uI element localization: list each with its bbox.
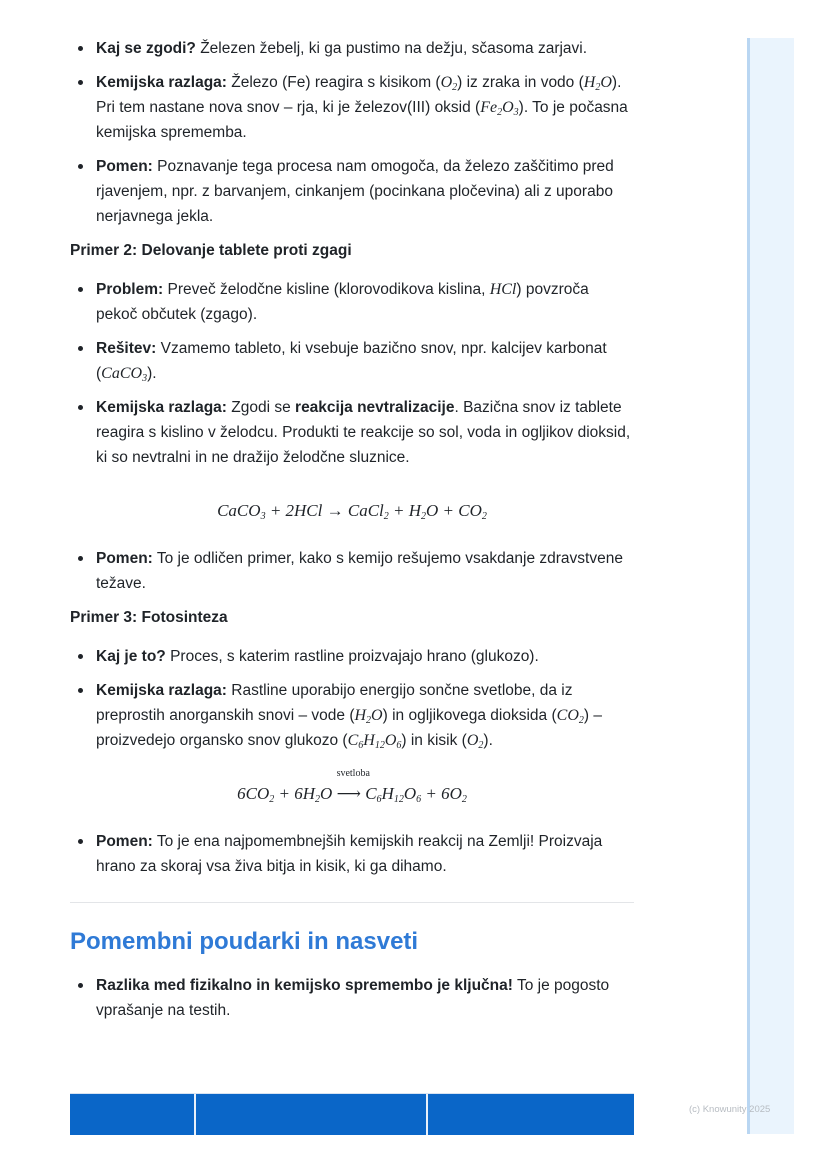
table-header-row xyxy=(70,1093,634,1135)
list-item: Kaj se zgodi? Železen žebelj, ki ga pustimo na dežju, sčasoma zarjavi. xyxy=(70,36,634,61)
formula-hcl: HCl xyxy=(489,281,517,298)
list-item: Pomen: To je ena najpomembnejših kemijskih reakcij na Zemlji! Proizvaja hrano za skoraj vsa živa bitja in kisik, ki ga dihamo. xyxy=(70,829,634,879)
list-item: Rešitev: Vzamemo tableto, ki vsebuje bazično snov, npr. kalcijev karbonat (CaCO$_3$). xyxy=(70,336,634,386)
neutralization-equation: CaCO$_3$ + 2HCl → CaCl$_2$ + $H_2O + CO_2$ xyxy=(217,501,487,522)
rust-list xyxy=(70,36,634,229)
list-item: Kemijska razlaga: Zgodi se reakcija nevtralizacije. Bazična snov iz tablete reagira s kislino v želodcu. Produkti te reakcije so sol, voda in ogljikov dioksid, ki so nevtralni in ne dražijo želodčne sluznice. xyxy=(70,395,634,470)
formula-fe2o3: $Fe_2O_3$ xyxy=(480,99,519,118)
example3-list xyxy=(70,644,634,753)
divider xyxy=(70,902,634,903)
example2-title: Primer 2: Delovanje tablete proti zgagi xyxy=(70,242,352,259)
list-item: Kemijska razlaga: Rastline uporabijo energijo sončne svetlobe, da iz preprostih anorganskih snovi – vode $(H_2O)$ in ogljikovega dioksida $(CO_2)$ – proizvedejo organsko snov glukozo $(C_6H_{12}O_6)$ in kisik $(O_2)$. xyxy=(70,678,634,753)
table-header-cell xyxy=(196,1094,428,1135)
list-item: Kemijska razlaga: Železo (Fe) reagira s kisikom $(O_2)$ iz zraka in vodo $(H_2O)$. Pri tem nastane nova snov – rja, ki je železov(III) oksid $(Fe_2O_3)$. To je počasna kemijska sprememba. xyxy=(70,70,634,145)
formula-glucose: $C_6H_{12}O_6$ xyxy=(347,732,402,751)
reaction-arrow: svetloba ⟶ xyxy=(336,768,370,803)
formula-o2: $O_2$ xyxy=(466,732,484,751)
example2-list xyxy=(70,277,634,470)
list-item: Pomen: To je odličen primer, kako s kemijo rešujemo vsakdanje zdravstvene težave. xyxy=(70,546,634,596)
document-content xyxy=(70,36,634,1032)
copyright-footer: (c) Knowunity 2025 xyxy=(689,1104,771,1115)
formula-o2: $O_2$ xyxy=(440,74,458,93)
table-header-cell xyxy=(70,1094,196,1135)
list-item: Pomen: Poznavanje tega procesa nam omogoča, da železo zaščitimo pred rjavenjem, npr. z barvanjem, cinkanjem (pocinkana pločevina) ali z uporabo nerjavnega jekla. xyxy=(70,154,634,229)
formula-h2o: $H_2O$ xyxy=(354,707,383,726)
sidebar-panel xyxy=(747,38,794,1134)
list-item: Kaj je to? Proces, s katerim rastline proizvajajo hrano (glukozo). xyxy=(70,644,634,669)
tips-list xyxy=(70,973,634,1023)
photosynthesis-equation: $6CO_2 + 6H_2O$ svetloba ⟶ $C_6H_{12}O_6 + 6O_2$ xyxy=(237,768,467,805)
list-item: Razlika med fizikalno in kemijsko spremembo je ključna! To je pogosto vprašanje na testih. xyxy=(70,973,634,1023)
formula-co2: $CO_2$ xyxy=(556,707,584,726)
formula-h2o: $H_2O$ xyxy=(583,74,612,93)
formula-caco3: CaCO$_3$ xyxy=(101,365,148,384)
table-header-cell xyxy=(428,1094,634,1135)
list-item: Problem: Preveč želodčne kisline (klorovodikova kislina, HCl) povzroča pekoč občutek (zgago). xyxy=(70,277,634,327)
example3-title: Primer 3: Fotosinteza xyxy=(70,609,228,626)
section-heading: Pomembni poudarki in nasveti xyxy=(70,928,419,955)
